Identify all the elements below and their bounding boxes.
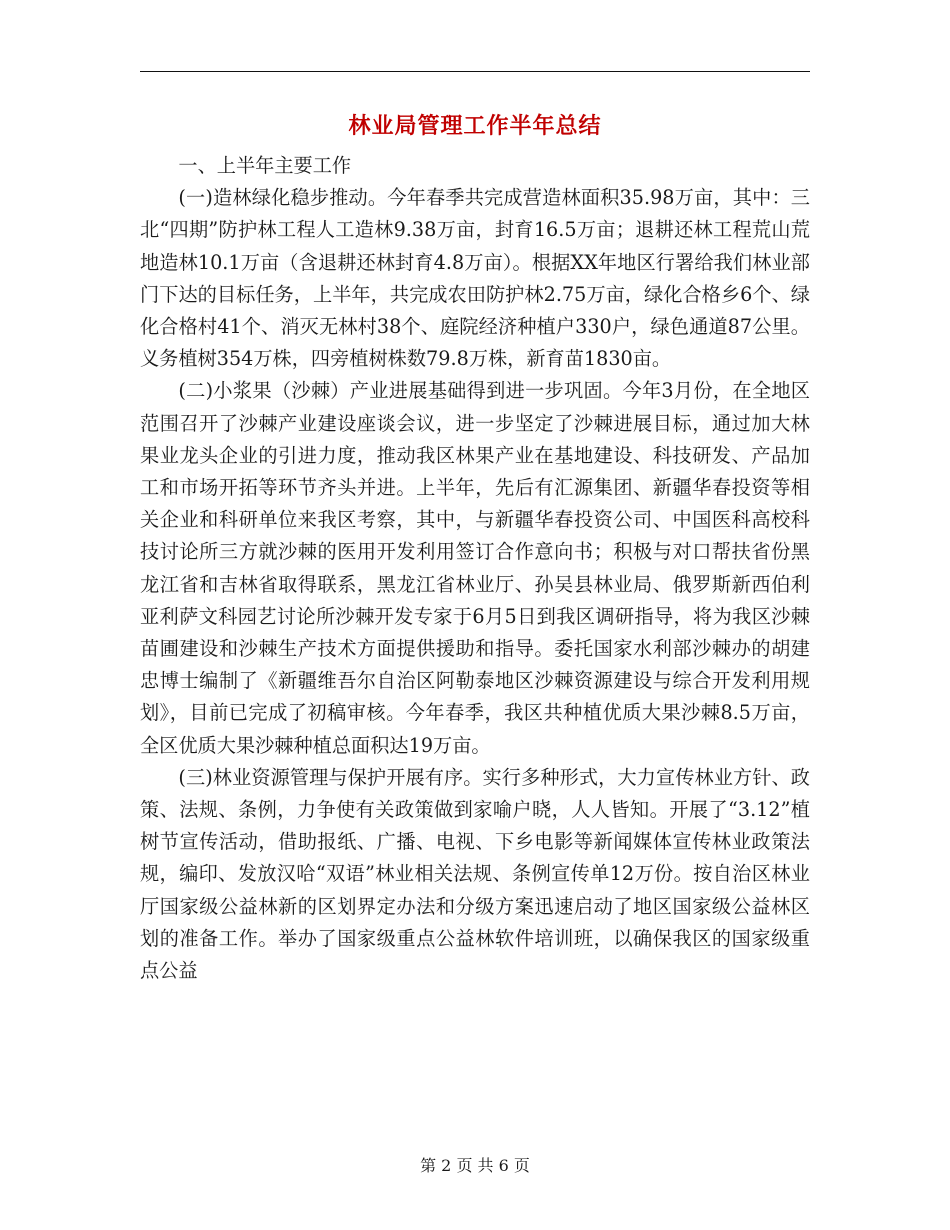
page-number: 第 2 页 共 6 页 <box>420 1156 530 1175</box>
document-title: 林业局管理工作半年总结 <box>348 113 602 139</box>
section-heading: 一、上半年主要工作 <box>178 154 352 177</box>
document-body <box>140 150 810 987</box>
paragraph-afforestation: (一)造林绿化稳步推动。今年春季共完成营造林面积35.98万亩，其中：三北“四期”防护林工程人工造林9.38万亩，封育16.5万亩；退耕还林工程荒山荒地造林10.1万亩（含退耕还林封育4.8万亩）。根据XX年地区行署给我们林业部门下达的目标任务，上半年，共完成农田防护林2.75万亩，绿化合格乡6个、绿化合格村41个、消灭无林村38个、庭院经济种植户330户，绿色通道87公里。义务植树354万株，四旁植树株数79.8万株，新育苗1830亩。 <box>140 186 810 371</box>
paragraph-seabuckthorn: (二)小浆果（沙棘）产业进展基础得到进一步巩固。今年3月份，在全地区范围召开了沙棘产业建设座谈会议，进一步坚定了沙棘进展目标，通过加大林果业龙头企业的引进力度，推动我区林果产业在基地建设、科技研发、产品加工和市场开拓等环节齐头并进。上半年，先后有汇源集团、新疆华春投资等相关企业和科研单位来我区考察，其中，与新疆华春投资公司、中国医科高校科技讨论所三方就沙棘的医用开发利用签订合作意向书；积极与对口帮扶省份黑龙江省和吉林省取得联系，黑龙江省林业厅、孙吴县林业局、俄罗斯新西伯利亚利萨文科园艺讨论所沙棘开发专家于6月5日到我区调研指导，将为我区沙棘苗圃建设和沙棘生产技术方面提供援助和指导。委托国家水利部沙棘办的胡建忠博士编制了《新疆维吾尔自治区阿勒泰地区沙棘资源建设与综合开发利用规划》，目前已完成了初稿审核。今年春季，我区共种植优质大果沙棘8.5万亩，全区优质大果沙棘种植总面积达19万亩。 <box>140 379 810 757</box>
header-rule <box>140 71 810 72</box>
paragraph-resource-management: (三)林业资源管理与保护开展有序。实行多种形式，大力宣传林业方针、政策、法规、条例，力争使有关政策做到家喻户晓，人人皆知。开展了“3.12”植树节宣传活动，借助报纸、广播、电视、下乡电影等新闻媒体宣传林业政策法规，编印、发放汉哈“双语”林业相关法规、条例宣传单12万份。按自治区林业厅国家级公益林新的区划界定办法和分级方案迅速启动了地区国家级公益林区划的准备工作。举办了国家级重点公益林软件培训班，以确保我区的国家级重点公益 <box>140 765 810 983</box>
